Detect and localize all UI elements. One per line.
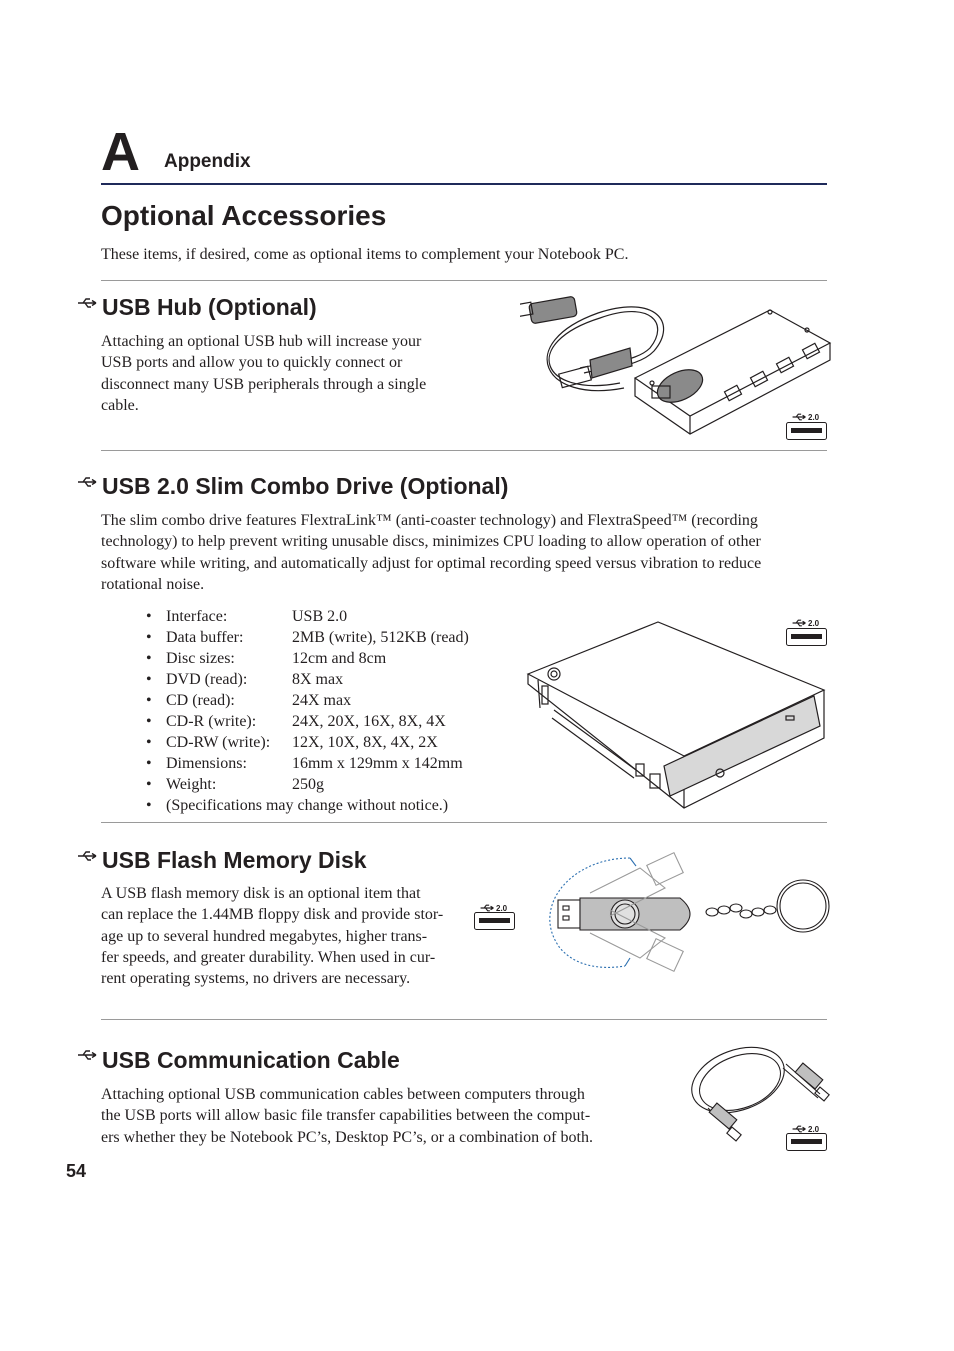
usb-port-icon [786, 1133, 827, 1151]
usb-version-label: 2.0 [808, 619, 820, 628]
combo-drive-illustration [524, 618, 828, 814]
spec-item: • CD (read): 24X max [146, 692, 352, 709]
usb-symbol-icon [76, 296, 98, 310]
section-title-comm-cable: USB Communication Cable [102, 1047, 400, 1073]
usb-port-icon [474, 912, 515, 930]
section-title-combo-drive: USB 2.0 Slim Combo Drive (Optional) [102, 473, 509, 499]
spec-item: • Dimensions: 16mm x 129mm x 142mm [146, 755, 463, 772]
spec-list [146, 606, 469, 816]
section-divider [101, 450, 827, 451]
combo-drive-description: The slim combo drive features FlextraLink™ (anti-coaster technology) and FlextraSpeed™ (recording technology) to help prevent writing unusable discs, minimizes CPU loading to allow operation of other software while writing, and automatically adjust for optimal recording speed versus vibration to reduce rotational noise. [101, 512, 762, 593]
spec-item: • CD-RW (write): 12X, 10X, 8X, 4X, 2X [146, 734, 438, 751]
spec-item: • Disc sizes: 12cm and 8cm [146, 650, 387, 667]
flash-disk-description: A USB flash memory disk is an optional item that can replace the 1.44MB floppy disk and provide stor- age up to several hundred megabytes, higher trans- fer speeds, and greater durability. When used in cur- rent operating systems, no drivers are necessary. [101, 885, 444, 988]
spec-item: • Weight: 250g [146, 776, 324, 793]
usb-port-icon [786, 422, 827, 440]
usb-symbol-icon [76, 475, 98, 489]
header-divider [101, 183, 827, 185]
usb-version-label: 2.0 [496, 904, 508, 913]
spec-item: • Data buffer: 2MB (write), 512KB (read) [146, 629, 469, 646]
usb-version-label: 2.0 [808, 1125, 820, 1134]
intro-text: These items, if desired, come as optional items to complement your Notebook PC. [101, 246, 629, 263]
section-divider [101, 280, 827, 281]
usb-symbol-icon [76, 849, 98, 863]
comm-cable-description: Attaching optional USB communication cables between computers through the USB ports will allow basic file transfer capabilities between the comput- ers whether they be Notebook PC’s, Desktop PC’s, or a combination of both. [101, 1086, 593, 1146]
page-number: 54 [66, 1161, 87, 1181]
usb-hub-description: Attaching an optional USB hub will increase your USB ports and allow you to quickly connect or disconnect many USB peripherals through a single cable. [101, 333, 427, 414]
spec-item: • DVD (read): 8X max [146, 671, 344, 688]
spec-note: • (Specifications may change without notice.) [146, 797, 449, 814]
usb-symbol-icon [76, 1048, 98, 1062]
usb-symbol-icon [791, 412, 807, 422]
usb-hub-illustration [520, 288, 832, 443]
usb-version-label: 2.0 [808, 413, 820, 422]
section-divider [101, 822, 827, 823]
chapter-letter: A [101, 122, 140, 182]
section-title-usb-hub: USB Hub (Optional) [102, 294, 317, 320]
flash-disk-illustration [530, 848, 830, 974]
chapter-label: Appendix [164, 151, 251, 172]
page-title: Optional Accessories [101, 200, 387, 231]
spec-item: • Interface: USB 2.0 [146, 608, 348, 625]
section-divider [101, 1019, 827, 1020]
spec-item: • CD-R (write): 24X, 20X, 16X, 8X, 4X [146, 713, 446, 730]
section-title-flash-disk: USB Flash Memory Disk [102, 847, 367, 873]
